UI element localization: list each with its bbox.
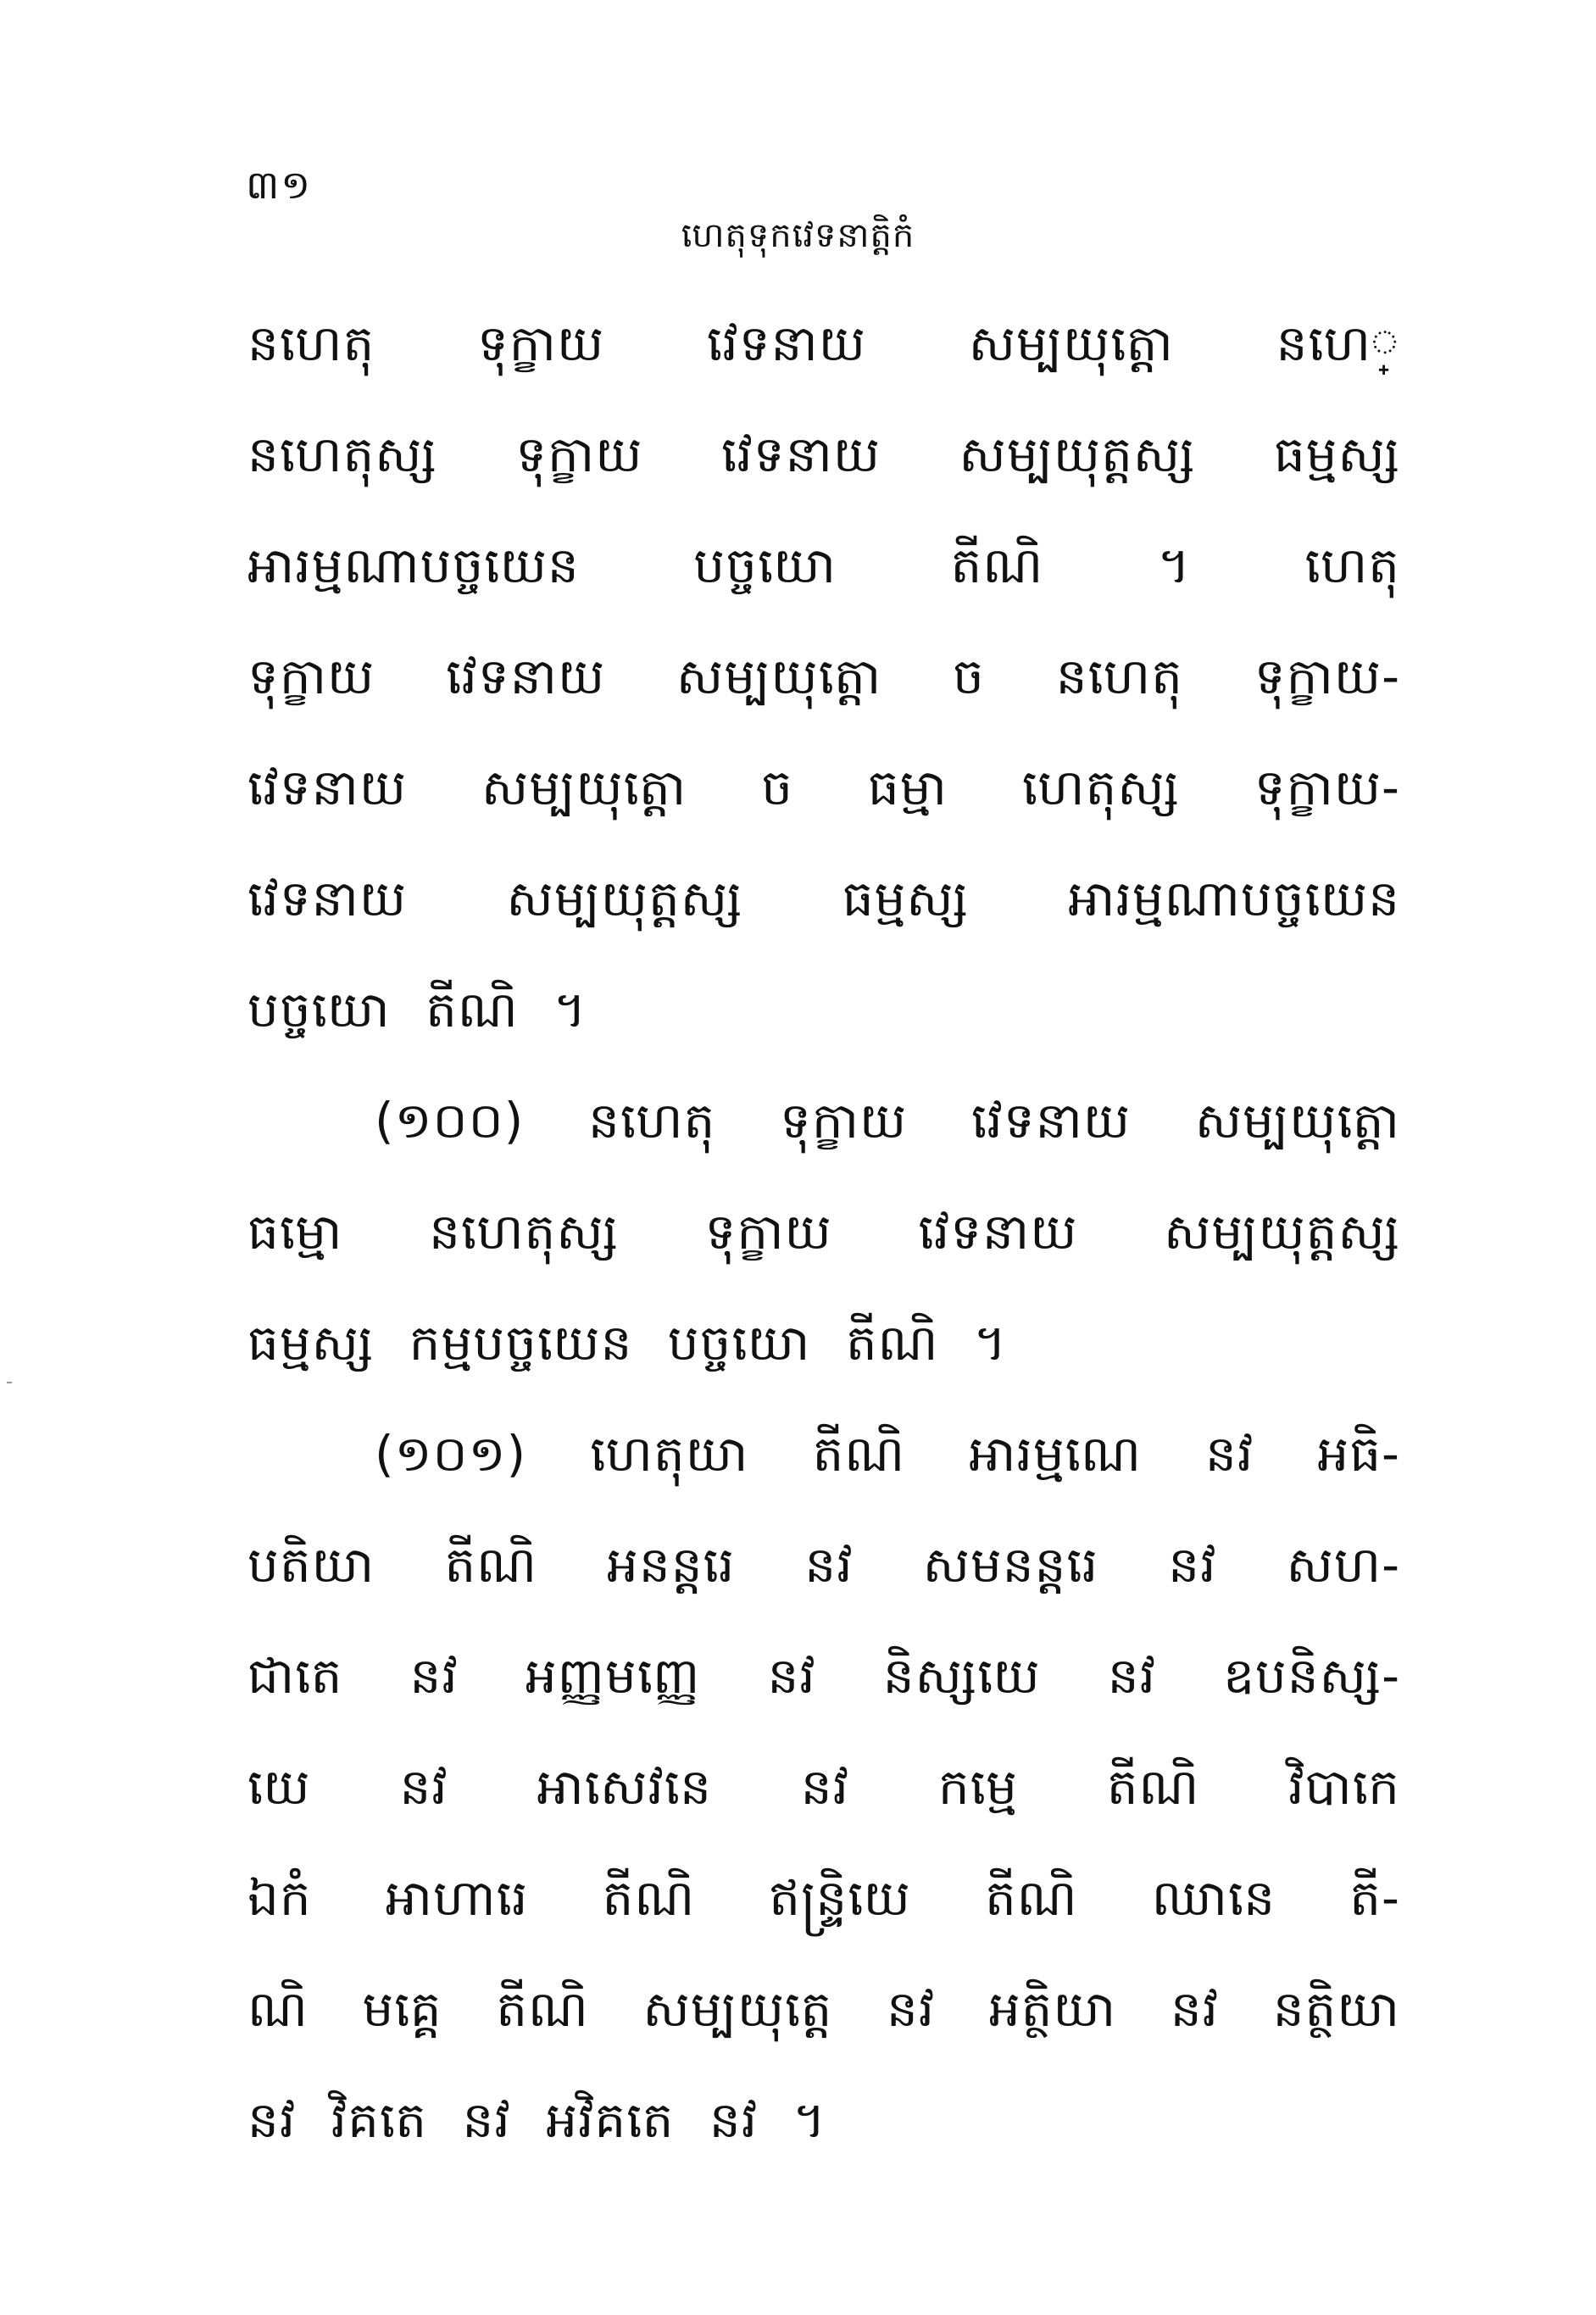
paragraph-start-line: (១០១) ហេតុយា តីណិ អារម្មណេ នវ អធិ- — [375, 1425, 1400, 1483]
text-line: ទុក្ខាយ វេទនាយ សម្បយុត្តោ ច នហេតុ ទុក្ខាយ- — [247, 648, 1400, 705]
text-line: វេទនាយ សម្បយុត្តោ ច ធម្មា ហេតុស្ស ទុក្ខាយ- — [247, 759, 1400, 816]
text-line: នហេតុស្ស ទុក្ខាយ វេទនាយ សម្បយុត្តស្ស ធម្មស្ស — [247, 426, 1400, 483]
text-line: យេ នវ អាសេវនេ នវ កម្មេ តីណិ វិបាកេ — [247, 1758, 1400, 1816]
text-line: អារម្មណាបច្ចយេន បច្ចយោ តីណិ ។ ហេតុ — [247, 537, 1400, 594]
text-line: ឯកំ អាហារេ តីណិ ឥន្ទ្រិយេ តីណិ ឈានេ តី- — [247, 1869, 1400, 1927]
text-line: នវ វិគតេ នវ អវិគតេ នវ ។ — [247, 2091, 826, 2149]
text-line: បតិយា តីណិ អនន្តរេ នវ សមនន្តរេ នវ សហ- — [247, 1536, 1400, 1594]
text-line: បច្ចយោ តីណិ ។ — [247, 981, 587, 1038]
text-line: ណិ មគ្គេ តីណិ សម្បយុត្តេ នវ អត្ថិយា នវ នត្ថិយា — [247, 1980, 1400, 2038]
paragraph-start-line: (១០០) នហេតុ ទុក្ខាយ វេទនាយ សម្បយុត្តោ — [375, 1092, 1400, 1149]
text-line: ជាតេ នវ អញ្ញមញ្ញេ នវ និស្សយេ នវ ឧបនិស្ស- — [247, 1647, 1400, 1705]
text-line: វេទនាយ សម្បយុត្តស្ស ធម្មស្ស អារម្មណាបច្ចយេន — [247, 870, 1400, 927]
page-number: ៣១ — [246, 162, 313, 208]
text-line: នហេតុ ទុក្ខាយ វេទនាយ សម្បយុត្តោ នហេ្ — [247, 314, 1400, 372]
running-title: ហេតុទុកវេទនាត្តិកំ — [681, 216, 915, 255]
scan-speck — [7, 1382, 12, 1383]
body-text — [247, 288, 1400, 2176]
text-line: ធម្មោ នហេតុស្ស ទុក្ខាយ វេទនាយ សម្បយុត្តស្ស — [247, 1203, 1400, 1260]
text-line: ធម្មស្ស កម្មបច្ចយេន បច្ចយោ តីណិ ។ — [247, 1314, 1008, 1372]
